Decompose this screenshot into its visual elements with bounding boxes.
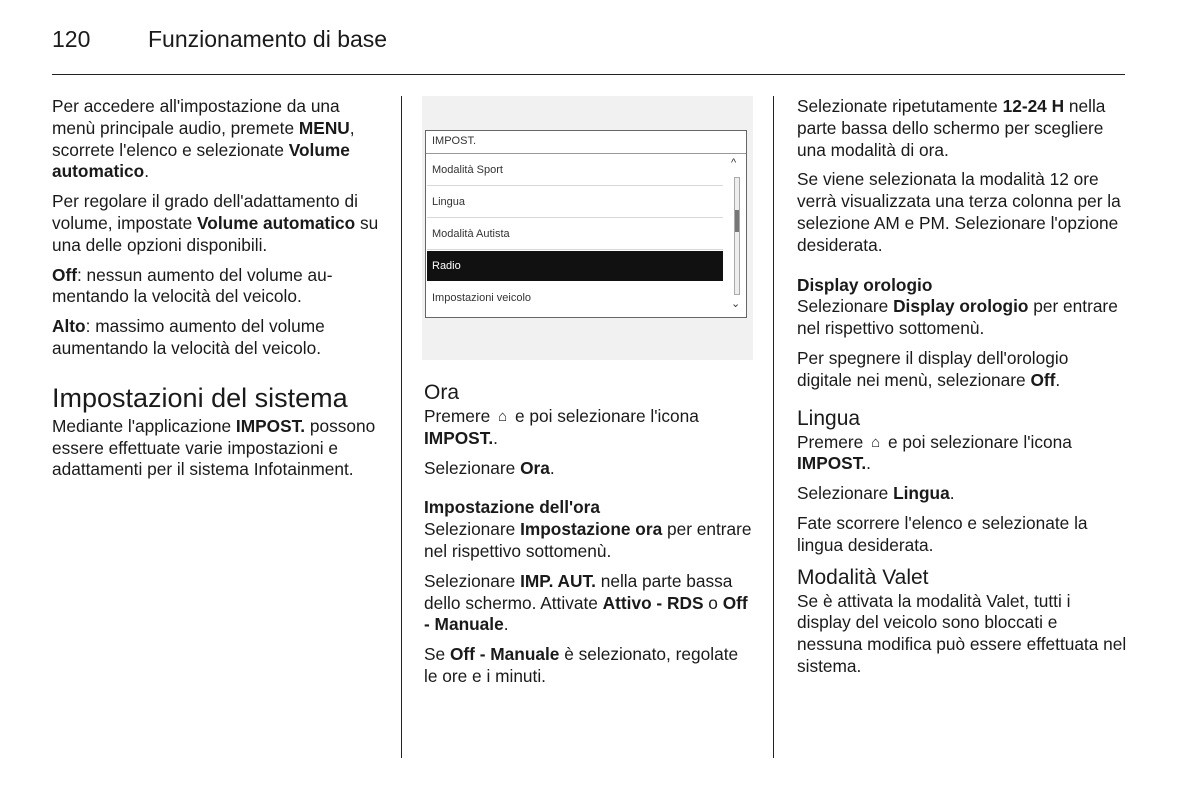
column-1 bbox=[52, 96, 382, 489]
page-number: 120 bbox=[52, 26, 91, 52]
screen-menu-item[interactable]: Impostazioni veicolo bbox=[432, 292, 532, 304]
paragraph: Off: nessun aumento del volume aumentando la velocità del veicolo. bbox=[52, 264, 333, 307]
section-heading: Modalità Valet bbox=[797, 565, 929, 589]
paragraph: Se Off - Manuale è selezionato, regolate le ore e i minuti. bbox=[424, 644, 739, 686]
header-rule bbox=[52, 74, 1125, 75]
subheading: Display orologio bbox=[797, 274, 933, 295]
screen-title-divider bbox=[426, 153, 746, 154]
paragraph: Se è attivata la modalità Valet, tutti i display del veicolo sono bloccati e nessuna modifica può essere effettuata nel sistema. bbox=[797, 590, 1127, 676]
paragraph: Selezionare Ora. bbox=[424, 457, 555, 478]
column-divider-2 bbox=[773, 96, 774, 758]
screen-menu-item[interactable]: Lingua bbox=[427, 187, 723, 218]
section-heading: Ora bbox=[424, 381, 460, 404]
paragraph: Selezionare Lingua. bbox=[797, 483, 955, 504]
paragraph: Per spegnere il display dell'orologio digitale nei menù, selezionare Off. bbox=[797, 347, 1069, 390]
home-icon: ⌂ bbox=[871, 433, 881, 451]
screen-menu-item[interactable]: Modalità Autista bbox=[427, 219, 723, 250]
scroll-up-icon[interactable]: ^ bbox=[731, 157, 737, 169]
paragraph: Premere ⌂ e poi selezionare l'icona IMPOST.. bbox=[797, 431, 1072, 474]
screen-menu-item[interactable]: Modalità Sport bbox=[427, 155, 723, 186]
settings-screen bbox=[425, 130, 747, 318]
paragraph: Alto: massimo aumento del volume aumentando la velocità del veicolo. bbox=[52, 316, 325, 358]
paragraph: Selezionare Display orologio per entrare nel rispettivo sottomenù. bbox=[797, 296, 1118, 339]
scrollbar[interactable] bbox=[734, 177, 740, 295]
paragraph: Premere ⌂ e poi selezionare l'icona IMPOST.. bbox=[424, 406, 699, 448]
paragraph: Selezionare Impostazione ora per entrare nel rispettivo sottomenù. bbox=[424, 519, 752, 561]
column-3 bbox=[797, 96, 1127, 686]
paragraph: Selezionare IMP. AUT. nella parte bassa dello schermo. Attivate Attivo - RDS o Off - Manuale. bbox=[424, 570, 748, 635]
paragraph: Fate scorrere l'elenco e selezionate la lingua desiderata. bbox=[797, 512, 1088, 555]
paragraph: Per regolare il grado dell'adattamento di volume, impostate Volume automatico su una delle opzioni disponibili. bbox=[52, 191, 379, 255]
page-title: Funzionamento di base bbox=[148, 26, 388, 52]
paragraph: Per accedere all'impostazione da una menù principale audio, premete MENU, scorrete l'elenco e selezionate Volume automatico. bbox=[52, 96, 355, 182]
column-divider-1 bbox=[401, 96, 402, 758]
section-heading: Impostazioni del sistema bbox=[52, 382, 348, 413]
scrollbar-thumb[interactable] bbox=[735, 210, 739, 232]
paragraph: Mediante l'applicazione IMPOST. possono essere effettuate varie impostazioni e adattamenti per il sistema Infotainment. bbox=[52, 415, 376, 480]
settings-screen-figure bbox=[422, 96, 753, 360]
subheading: Impostazione dell'ora bbox=[424, 497, 600, 518]
column-2 bbox=[424, 380, 756, 696]
screen-menu-item-selected[interactable]: Radio bbox=[427, 251, 723, 281]
paragraph: Se viene selezionata la modalità 12 ore verrà visualizzata una terza colonna per la selezione AM e PM. Selezionare l'opzione desiderata. bbox=[797, 169, 1121, 255]
section-heading: Lingua bbox=[797, 406, 861, 430]
screen-title: IMPOST. bbox=[432, 135, 477, 147]
paragraph: Selezionate ripetutamente 12-24 H nella parte bassa dello schermo per scegliere una modalità di ora. bbox=[797, 96, 1106, 160]
scroll-down-icon[interactable]: ⌄ bbox=[731, 298, 741, 310]
home-icon: ⌂ bbox=[498, 408, 508, 425]
page-header bbox=[52, 26, 387, 53]
